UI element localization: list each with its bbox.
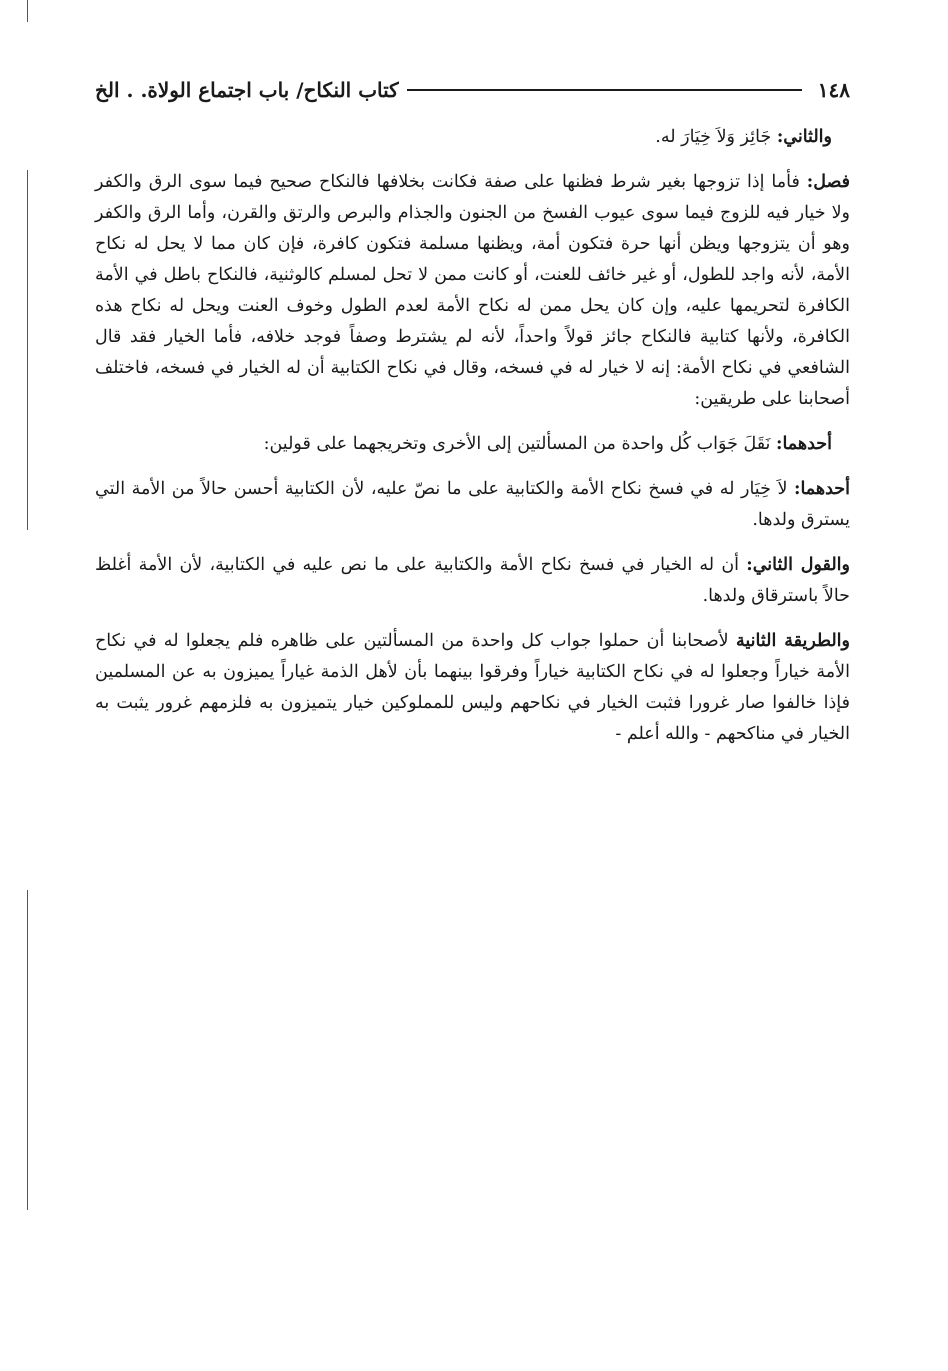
- paragraph-second-path: [95, 626, 850, 750]
- body-text: [95, 122, 850, 764]
- paragraph-second-saying: [95, 550, 850, 612]
- paragraph-text: جَائِز وَلاَ خِيَارَ له.: [655, 127, 777, 147]
- scan-edge-mark-upper: [27, 170, 28, 530]
- paragraph-first-path: [95, 429, 850, 460]
- paragraph-lead: أحدهما:: [775, 434, 832, 454]
- page-header: [95, 72, 850, 108]
- paragraph-lead: فصل:: [806, 172, 850, 192]
- page-number: ١٤٨: [817, 78, 850, 102]
- paragraph-lead: والقول الثاني:: [746, 555, 850, 575]
- paragraph-first-saying: [95, 474, 850, 536]
- paragraph-lead: والثاني:: [776, 127, 832, 147]
- scan-edge-mark-top: [27, 0, 28, 22]
- paragraph-text: نَقَلَ جَوَاب كُل واحدة من المسألتين إلى الأخرى وتخريجهما على قولين:: [263, 434, 776, 454]
- paragraph-second-opinion: [95, 122, 850, 153]
- header-rule: [407, 89, 802, 91]
- scan-edge-mark-lower: [27, 890, 28, 1210]
- paragraph-text: فأما إذا تزوجها بغير شرط فظنها على صفة فكانت بخلافها فالنكاح صحيح فيما سوى الرق والكفر ولا خيار فيه للزوج فيما سوى عيوب الفسخ من الجنون والجذام والبرص والرتق والقرن، وأما الرق والكفر وهو أن يتزوجها ويظن أنها حرة فتكون أمة، ويظنها مسلمة فتكون كافرة، فإن كان مما لا يحل له نكاح الأمة، لأنه واجد للطول، أو غير خائف للعنت، أو كانت ممن لا تحل لمسلم كالوثنية، فالنكاح باطل في الأمة الكافرة لتحريمها عليه، وإن كان يحل ممن له نكاح الأمة لعدم الطول وخوف العنت ويحل له نكاح هذه الكافرة، ولأنها كتابية فالنكاح جائز قولاً واحداً، لأنه لم يشترط وصفاً فوجد خلافه، فأما الخيار فقد قال الشافعي في نكاح الأمة: إنه لا خيار له في فسخه، وقال في نكاح الكتابية أن له الخيار في فسخه، فاختلف أصحابنا على طريقين:: [95, 172, 850, 409]
- paragraph-text: لاَ خِيَار له في فسخ نكاح الأمة والكتابية على ما نصّ عليه، لأن الكتابية أحسن حالاً من الأمة التي يسترق ولدها.: [95, 479, 850, 530]
- paragraph-lead: أحدهما:: [793, 479, 850, 499]
- paragraph-text: أن له الخيار في فسخ نكاح الأمة والكتابية على ما نص عليه في الكتابية، لأن الأمة أغلظ حالاً باسترقاق ولدها.: [95, 555, 850, 606]
- paragraph-lead: والطريقة الثانية: [736, 631, 850, 651]
- paragraph-text: لأصحابنا أن حملوا جواب كل واحدة من المسألتين على ظاهره فلم يجعلوا له في نكاح الأمة خياراً وجعلوا له في نكاح الكتابية خياراً وفرقوا بينهما بأن لأهل الذمة غياراً يميزون به عن المسلمين فإذا خالفوا صار غرورا فثبت الخيار في نكاحهم وليس للمملوكين خيار يتميزون به فلزمهم غرور يثبت به الخيار في مناكحهم - والله أعلم -: [95, 631, 850, 744]
- running-title: كتاب النكاح/ باب اجتماع الولاة. . الخ: [95, 78, 399, 102]
- paragraph-fasl: [95, 167, 850, 415]
